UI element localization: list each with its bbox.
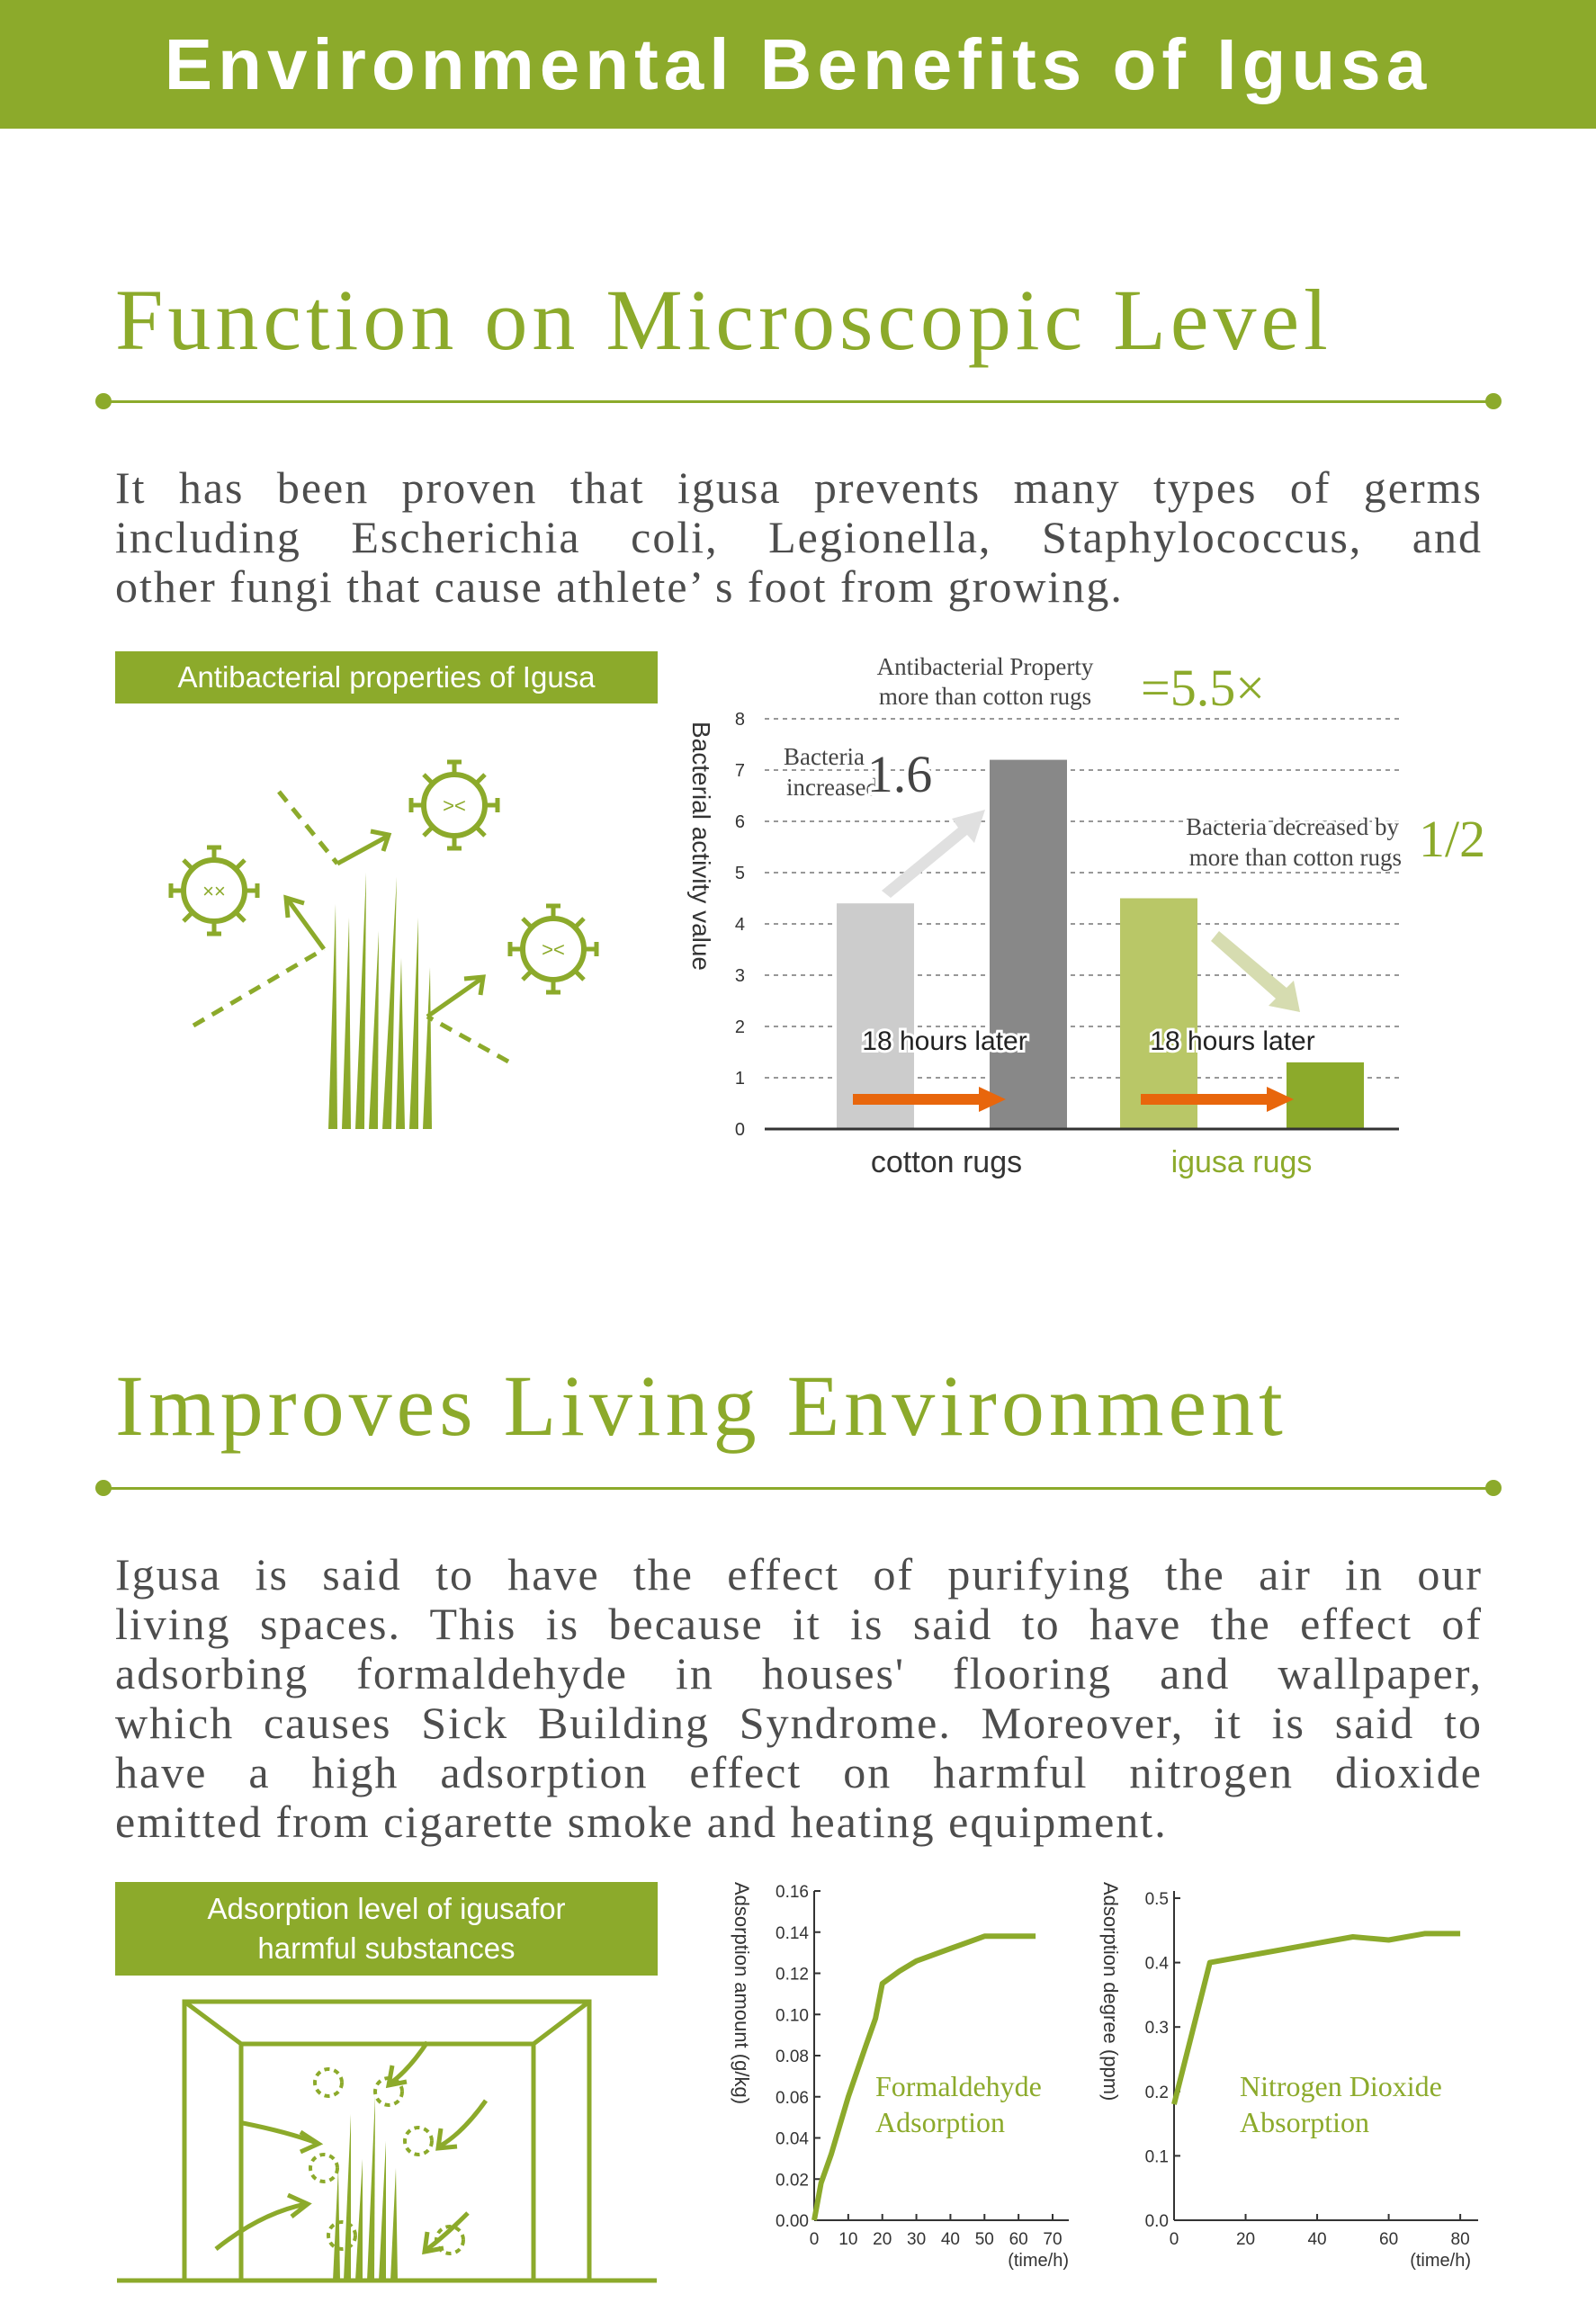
chart-title-line: Formaldehyde: [875, 2070, 1042, 2102]
cotton-note-line1: Bacteria: [784, 743, 865, 770]
chart-title-line: Absorption: [1240, 2106, 1369, 2138]
group-label-cotton: cotton rugs: [870, 1145, 1023, 1179]
bar-igusa-rugs-after: [1287, 1062, 1364, 1129]
y-tick-label: 5: [734, 864, 745, 883]
adsorption-label-line: harmful substances: [257, 1931, 516, 1965]
y-axis-label: Adsorption amount (g/kg): [731, 1882, 753, 2105]
y-tick-label: 0: [734, 1120, 745, 1140]
y-axis-label: Bacterial activity value: [687, 721, 715, 972]
y-tick-label: 2: [734, 1017, 745, 1037]
paragraph-line: have a high adsorption effect on harmful nitrogen dioxide: [115, 1747, 1483, 1797]
igusa-note-line2: more than cotton rugs: [1188, 844, 1402, 871]
x-tick-label: 20: [1235, 2230, 1256, 2249]
section-divider: [103, 400, 1493, 403]
y-tick-label: 0.00: [776, 2212, 809, 2231]
igusa-blades-icon: [333, 2096, 398, 2281]
paragraph-line: including Escherichia coli, Legionella, Staphylococcus, and: [115, 512, 1483, 562]
divider-dot-right: [1485, 393, 1502, 409]
decrease-arrow-icon: [1211, 931, 1300, 1012]
bar-cotton-rugs-after: [990, 760, 1067, 1129]
page-title: Environmental Benefits of Igusa: [164, 24, 1432, 104]
y-tick-label: 0.0: [1144, 2212, 1169, 2231]
section-divider: [103, 1487, 1493, 1490]
igusa-virus-illustration: [144, 738, 648, 1143]
y-tick-label: 0.5: [1144, 1890, 1169, 1909]
y-tick-label: 0.10: [776, 2006, 809, 2026]
paragraph-line: which causes Sick Building Syndrome. Moreover, it is said to: [115, 1698, 1483, 1748]
room-adsorption-illustration: [108, 1988, 666, 2294]
igusa-note-line1: Bacteria decreased by: [1186, 813, 1399, 840]
nitrogen-dioxide-line-chart: [1089, 1871, 1511, 2294]
later-label: 18 hours later: [862, 1026, 1027, 1056]
section2-paragraph: [115, 1550, 1483, 1847]
y-tick-label: 0.02: [776, 2171, 809, 2191]
x-tick-label: 0: [1169, 2230, 1179, 2249]
y-tick-label: 1: [734, 1069, 745, 1089]
virus-icon: [510, 906, 596, 992]
igusa-factor: 1/2: [1419, 810, 1486, 868]
x-tick-label: 0: [809, 2230, 820, 2249]
virus-icon: [411, 762, 498, 848]
section-heading-living: Improves Living Environment: [115, 1358, 1287, 1454]
y-tick-label: 6: [734, 812, 745, 832]
x-tick-label: 60: [1379, 2230, 1399, 2249]
formaldehyde-line-chart: [720, 1871, 1080, 2294]
y-tick-label: 3: [734, 966, 745, 986]
y-tick-label: 0.2: [1144, 2083, 1169, 2102]
paragraph-line: adsorbing formaldehyde in houses' flooring and wallpaper,: [115, 1648, 1483, 1698]
y-tick-label: 7: [734, 761, 745, 781]
paragraph-line: emitted from cigarette smoke and heating equipment.: [115, 1797, 1168, 1847]
section1-paragraph: [115, 463, 1483, 612]
increase-arrow-icon: [882, 810, 985, 898]
x-tick-label: 80: [1450, 2230, 1470, 2249]
section-heading-microscopic: Function on Microscopic Level: [115, 272, 1332, 368]
chart-title-line: Nitrogen Dioxide: [1240, 2070, 1442, 2102]
adsorption-label: [115, 1882, 658, 1976]
deflect-arrows-icon: [193, 792, 508, 1062]
adsorption-label-line: Adsorption level of igusafor: [207, 1892, 566, 1925]
x-tick-label: 40: [940, 2230, 960, 2249]
x-axis-label: (time/h): [1410, 2251, 1471, 2271]
y-tick-label: 0.08: [776, 2048, 809, 2066]
x-tick-label: 30: [907, 2230, 927, 2249]
top-factor: =5.5×: [1141, 659, 1265, 717]
paragraph-line: living spaces. This is because it is said to have the effect of: [115, 1599, 1483, 1649]
group-label-igusa: igusa rugs: [1170, 1145, 1313, 1179]
x-tick-label: 60: [1009, 2230, 1028, 2249]
x-tick-label: 70: [1043, 2230, 1063, 2249]
svg-text:><: ><: [443, 794, 466, 817]
paragraph-line: Igusa is said to have the effect of purifying the air in our: [115, 1549, 1483, 1600]
igusa-blades-icon: [328, 873, 432, 1129]
x-tick-label: 50: [974, 2230, 994, 2249]
y-tick-label: 0.3: [1144, 2019, 1169, 2039]
paragraph-line: It has been proven that igusa prevents many types of germs: [115, 462, 1483, 513]
y-tick-label: 0.12: [776, 1965, 809, 1985]
top-note-line1: Antibacterial Property: [876, 653, 1094, 680]
svg-text:><: ><: [542, 938, 565, 961]
x-tick-label: 40: [1307, 2230, 1327, 2249]
x-axis-label: (time/h): [1008, 2251, 1069, 2271]
y-tick-label: 0.16: [776, 1883, 809, 1902]
divider-dot-left: [95, 393, 112, 409]
y-axis-label: Adsorption degree (ppm): [1099, 1882, 1122, 2101]
title-banner: [0, 0, 1596, 129]
y-tick-label: 0.04: [776, 2129, 809, 2149]
bacteria-bar-chart: [666, 630, 1547, 1205]
divider-dot-left: [95, 1480, 112, 1496]
svg-text:××: ××: [202, 880, 226, 902]
x-tick-label: 20: [873, 2230, 892, 2249]
y-tick-label: 0.4: [1144, 1954, 1169, 1974]
chart-title-line: Adsorption: [875, 2106, 1005, 2138]
y-tick-label: 0.06: [776, 2088, 809, 2108]
cotton-note-line2: increased: [786, 774, 878, 801]
virus-icon: [171, 847, 257, 934]
top-note-line2: more than cotton rugs: [878, 683, 1092, 710]
y-tick-label: 0.14: [776, 1923, 809, 1943]
paragraph-line: other fungi that cause athlete’ s foot from growing.: [115, 561, 1124, 612]
room-frame-icon: [117, 2002, 657, 2281]
molecule-icons: [310, 2069, 463, 2254]
y-tick-label: 0.1: [1144, 2147, 1169, 2167]
y-tick-label: 8: [734, 710, 745, 730]
y-tick-label: 4: [734, 915, 745, 935]
cotton-factor: 1.6: [866, 745, 933, 803]
divider-dot-right: [1485, 1480, 1502, 1496]
antibacterial-label: Antibacterial properties of Igusa: [115, 651, 658, 703]
later-label: 18 hours later: [1150, 1026, 1315, 1056]
x-tick-label: 10: [838, 2230, 858, 2249]
